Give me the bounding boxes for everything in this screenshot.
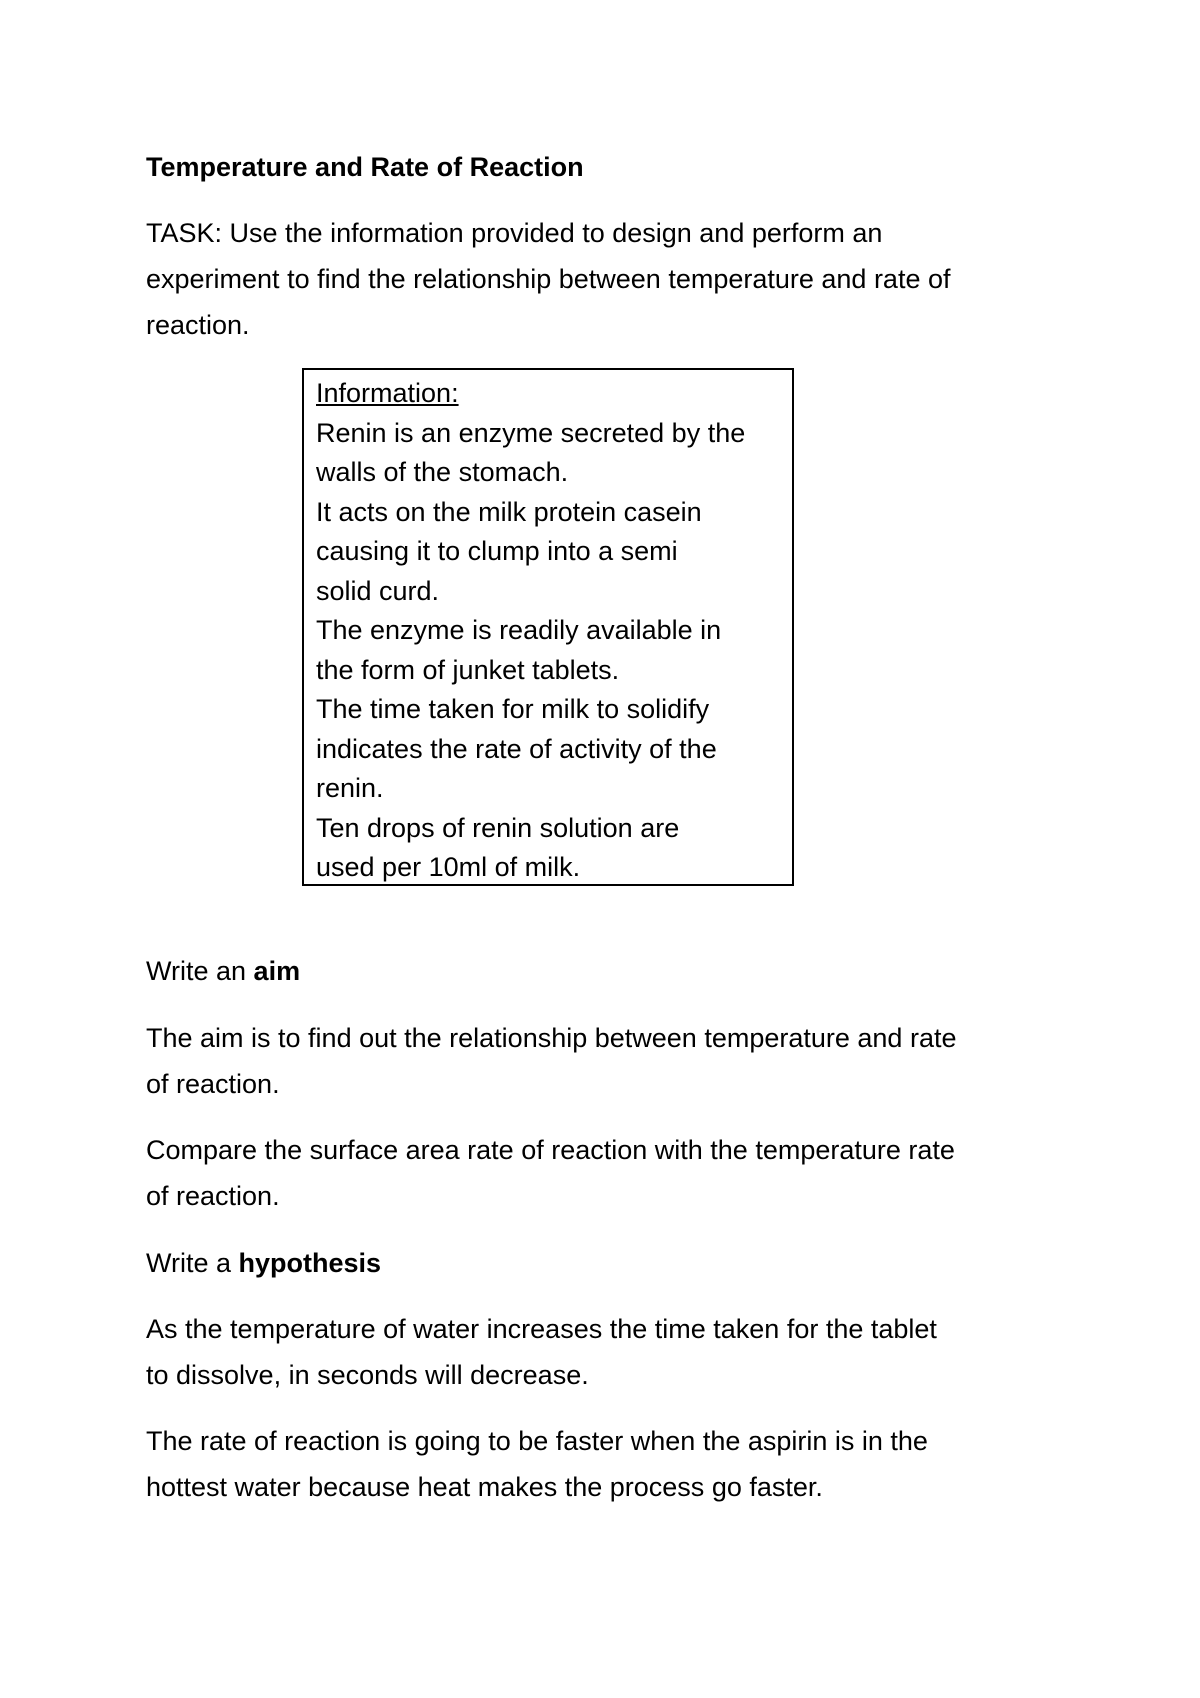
aim-prompt-keyword: aim (253, 956, 301, 986)
information-line: the form of junket tablets. (316, 654, 620, 685)
information-line: used per 10ml of milk. (316, 852, 581, 882)
information-line: The enzyme is readily available in (316, 615, 722, 645)
information-line: Renin is an enzyme secreted by the (316, 417, 746, 448)
aim-answer-1-line-1: The aim is to find out the relationship between temperature and rate (146, 1023, 957, 1053)
task-line-2: experiment to find the relationship between temperature and rate of (146, 264, 951, 294)
hypothesis-answer-2-line-2: hottest water because heat makes the process go faster. (146, 1472, 823, 1502)
task-line-3: reaction. (146, 310, 250, 340)
aim-answer-1-line-2: of reaction. (146, 1069, 280, 1099)
information-line: indicates the rate of activity of the (316, 733, 717, 764)
information-line: It acts on the milk protein casein (316, 496, 702, 527)
information-line: solid curd. (316, 575, 440, 606)
information-line: walls of the stomach. (316, 457, 569, 487)
information-heading: Information: (316, 378, 459, 408)
aim-answer-2-line-1: Compare the surface area rate of reaction with the temperature rate (146, 1135, 955, 1165)
hypothesis-prompt-prefix: Write a (146, 1248, 239, 1278)
hypothesis-prompt-keyword: hypothesis (238, 1248, 382, 1278)
aim-answer-2-line-2: of reaction. (146, 1181, 280, 1211)
aim-prompt-prefix: Write an (146, 956, 254, 986)
hypothesis-answer-2-line-1: The rate of reaction is going to be faster when the aspirin is in the (146, 1426, 928, 1456)
task-line-1: TASK: Use the information provided to design and perform an (146, 218, 883, 248)
hypothesis-prompt (146, 1240, 381, 1286)
information-line: causing it to clump into a semi (316, 536, 678, 566)
hypothesis-answer-1-line-2: to dissolve, in seconds will decrease. (146, 1360, 589, 1390)
information-box (302, 368, 794, 886)
aim-prompt (146, 948, 300, 994)
hypothesis-answer-1-line-1: As the temperature of water increases the time taken for the tablet (146, 1314, 937, 1344)
document-title: Temperature and Rate of Reaction (146, 152, 584, 182)
information-line: The time taken for milk to solidify (316, 694, 710, 724)
information-line: Ten drops of renin solution are (316, 812, 680, 843)
information-line: renin. (316, 773, 384, 803)
